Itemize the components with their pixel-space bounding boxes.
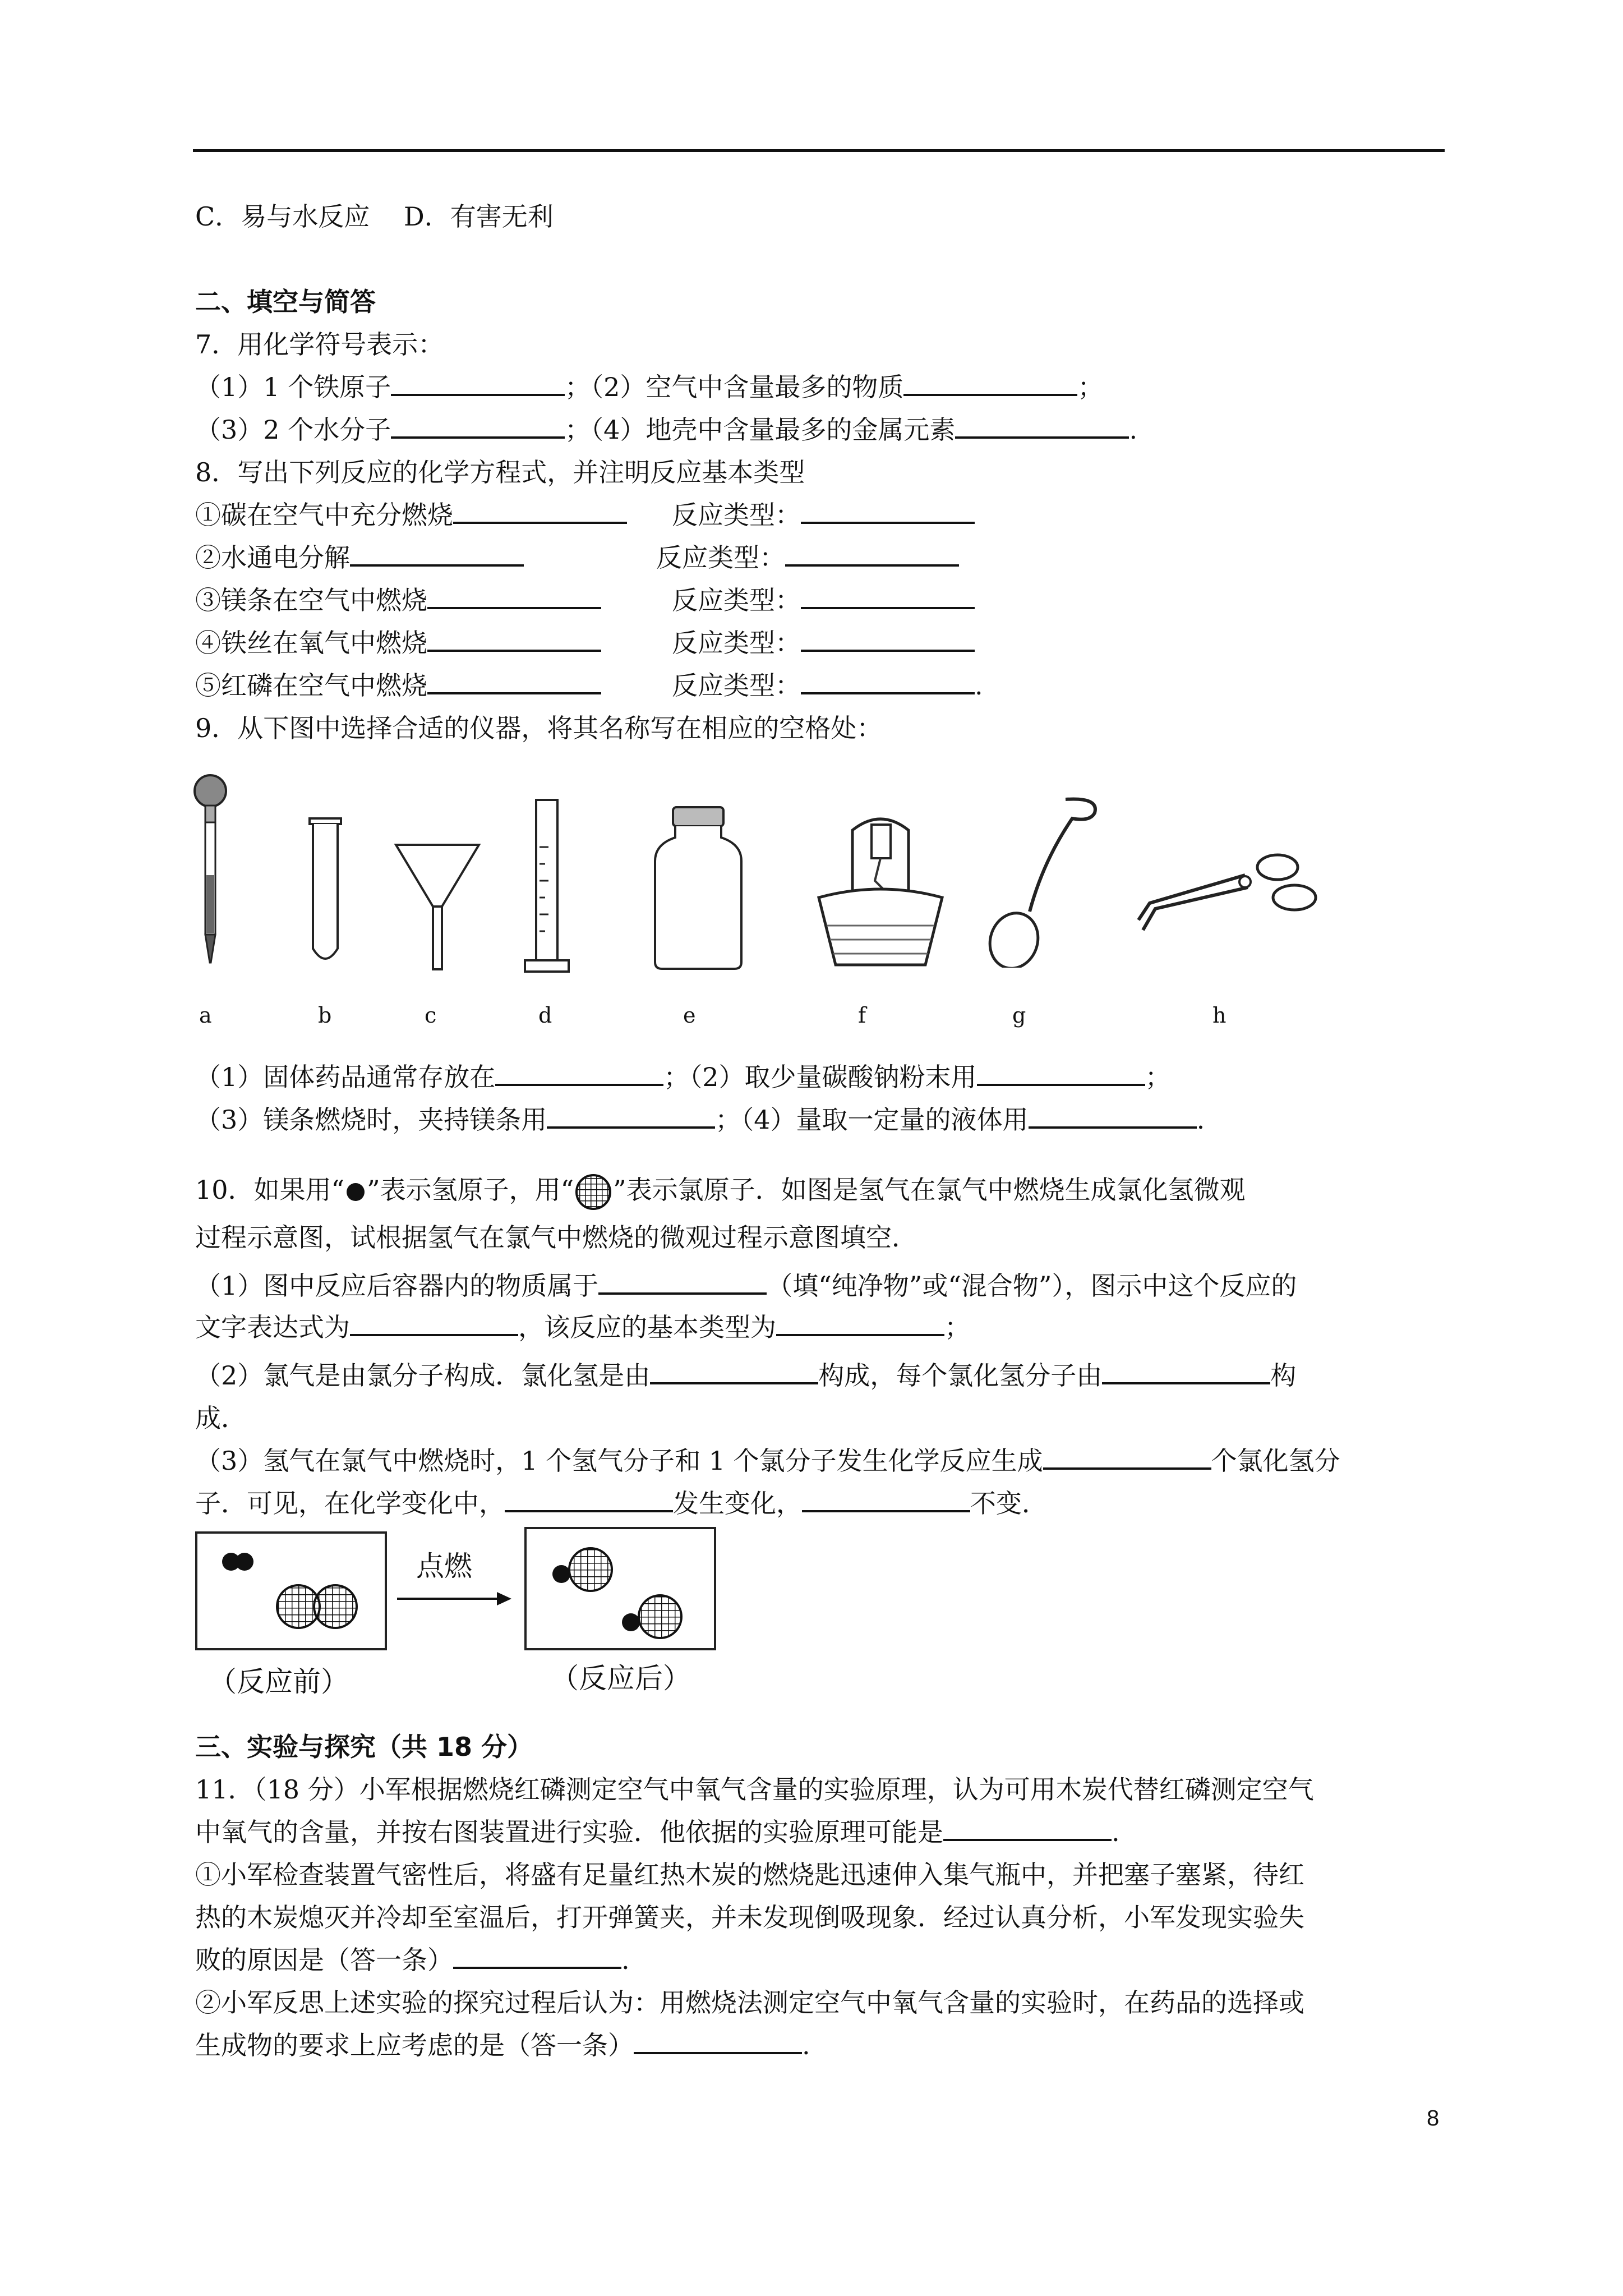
q11-line5: 败的原因是（答一条） . bbox=[195, 1945, 630, 1975]
chlorine-atom bbox=[639, 1595, 681, 1638]
q9-line2: （3）镁条燃烧时，夹持镁条用 ；（4）量取一定量的液体用 . bbox=[195, 1105, 1205, 1135]
q7-line1: （1）1 个铁原子 ；（2）空气中含量最多的物质 ； bbox=[195, 372, 1104, 402]
answer-blank[interactable] bbox=[776, 1312, 944, 1336]
before-reaction-box bbox=[195, 1531, 387, 1650]
spoon-spatula-icon bbox=[976, 794, 1105, 968]
type-blank[interactable] bbox=[801, 585, 975, 609]
q11-line4: 热的木炭熄灭并冷却至室温后，打开弹簧夹，并未发现倒吸现象．经过认真分析，小军发现实验失 bbox=[195, 1902, 1304, 1932]
q8-row-5: ⑤红磷在空气中燃烧 反应类型： . bbox=[195, 670, 983, 701]
q9-line1: （1）固体药品通常存放在 ；（2）取少量碳酸钠粉末用 ； bbox=[195, 1062, 1171, 1092]
q10-line6: 成． bbox=[195, 1403, 247, 1433]
q6-options-cd: C．易与水反应 D．有害无利 bbox=[195, 201, 554, 232]
equation-blank[interactable] bbox=[427, 585, 601, 609]
q8-stem: 8．写出下列反应的化学方程式，并注明反应基本类型 bbox=[195, 457, 805, 487]
q11-line2: 中氧气的含量，并按右图装置进行实验．他依据的实验原理可能是 . bbox=[195, 1817, 1120, 1847]
q8-row-1: ①碳在空气中充分燃烧 反应类型： bbox=[195, 498, 627, 532]
q7-line2: （3）2 个水分子 ；（4）地壳中含量最多的金属元素 . bbox=[195, 415, 1138, 445]
dropper-icon bbox=[185, 769, 236, 970]
test-tube-icon bbox=[303, 816, 348, 973]
answer-blank[interactable] bbox=[350, 1312, 518, 1336]
reaction-arrow-icon bbox=[393, 1588, 516, 1610]
type-blank[interactable] bbox=[801, 499, 975, 524]
graduated-cylinder-icon bbox=[522, 797, 572, 976]
instrument-label-h: h bbox=[1212, 1003, 1227, 1028]
gas-collection-apparatus-icon bbox=[813, 797, 948, 976]
section2-title: 二、填空与简答 bbox=[195, 287, 376, 317]
instrument-label-e: e bbox=[683, 1003, 696, 1028]
equation-blank[interactable] bbox=[350, 542, 524, 567]
answer-blank[interactable] bbox=[505, 1488, 673, 1512]
chlorine-atom bbox=[314, 1585, 357, 1628]
q8-row-2: ②水通电分解 反应类型： bbox=[195, 541, 524, 574]
wide-mouth-bottle-icon bbox=[651, 805, 746, 973]
q10-line4: 文字表达式为 ，该反应的基本类型为 ； bbox=[195, 1312, 970, 1342]
before-caption: （反应前） bbox=[209, 1665, 349, 1698]
q10-line7: （3）氢气在氯气中燃烧时，1 个氢气分子和 1 个氯分子发生化学反应生成 个氯化氢分 bbox=[195, 1446, 1340, 1476]
section3-title: 三、实验与探究（共 18 分） bbox=[195, 1732, 533, 1762]
q11-line6: ②小军反思上述实验的探究过程后认为：用燃烧法测定空气中氧气含量的实验时，在药品的选择或 bbox=[195, 1987, 1304, 2018]
before-reaction-molecules bbox=[197, 1534, 385, 1648]
q11-line7: 生成物的要求上应考虑的是（答一条） . bbox=[195, 2030, 810, 2060]
hydrogen-atom bbox=[622, 1613, 640, 1631]
q11-line1: 11．（18 分）小军根据燃烧红磷测定空气中氧气含量的实验原理，认为可用木炭代替红磷测定空气 bbox=[195, 1774, 1314, 1805]
q7-stem: 7．用化学符号表示： bbox=[195, 329, 444, 360]
answer-blank[interactable] bbox=[802, 1488, 970, 1512]
answer-blank[interactable] bbox=[391, 414, 565, 439]
hydrogen-atom bbox=[552, 1565, 570, 1583]
answer-blank[interactable] bbox=[495, 1061, 663, 1086]
hydrogen-atom bbox=[236, 1553, 253, 1571]
q11-line3: ①小军检查装置气密性后，将盛有足量红热木炭的燃烧匙迅速伸入集气瓶中，并把塞子塞紧，待红 bbox=[195, 1860, 1304, 1890]
answer-blank[interactable] bbox=[547, 1104, 715, 1129]
answer-blank[interactable] bbox=[1043, 1445, 1211, 1470]
ignite-label: 点燃 bbox=[416, 1550, 472, 1582]
answer-blank[interactable] bbox=[634, 2030, 802, 2054]
q10-line8: 子．可见，在化学变化中， 发生变化， 不变． bbox=[195, 1488, 1048, 1519]
after-reaction-box bbox=[524, 1527, 716, 1650]
after-reaction-molecules bbox=[527, 1529, 714, 1648]
answer-blank[interactable] bbox=[650, 1360, 818, 1384]
crucible-tongs-icon bbox=[1133, 836, 1324, 937]
q8-row-4: ④铁丝在氧气中燃烧 反应类型： bbox=[195, 626, 601, 660]
answer-blank[interactable] bbox=[598, 1270, 767, 1295]
q10-line5: （2）氯气是由氯分子构成．氯化氢是由 构成，每个氯化氢分子由 构 bbox=[195, 1360, 1297, 1391]
equation-blank[interactable] bbox=[427, 670, 601, 694]
instrument-label-g: g bbox=[1012, 1003, 1026, 1028]
q10-line2: 过程示意图，试根据氢气在氯气中燃烧的微观过程示意图填空． bbox=[195, 1222, 917, 1253]
instrument-label-d: d bbox=[538, 1003, 552, 1028]
equation-blank[interactable] bbox=[427, 627, 601, 652]
answer-blank[interactable] bbox=[977, 1061, 1145, 1086]
type-blank[interactable] bbox=[785, 542, 959, 567]
answer-blank[interactable] bbox=[1102, 1360, 1270, 1384]
answer-blank[interactable] bbox=[1029, 1104, 1197, 1129]
after-caption: （反应后） bbox=[551, 1662, 691, 1695]
answer-blank[interactable] bbox=[391, 371, 565, 396]
q8-row-3: ③镁条在空气中燃烧 反应类型： bbox=[195, 583, 601, 617]
type-blank[interactable] bbox=[801, 670, 975, 694]
q9-stem: 9．从下图中选择合适的仪器，将其名称写在相应的空格处： bbox=[195, 713, 883, 743]
funnel-icon bbox=[393, 841, 482, 976]
answer-blank[interactable] bbox=[943, 1816, 1112, 1841]
page-number: 8 bbox=[1427, 2106, 1440, 2131]
equation-blank[interactable] bbox=[453, 499, 627, 524]
hydrogen-atom-icon bbox=[344, 1181, 367, 1203]
instrument-label-f: f bbox=[858, 1003, 866, 1028]
instrument-label-b: b bbox=[318, 1003, 332, 1028]
q10-line3: （1）图中反应后容器内的物质属于 （填“纯净物”或“混合物”），图示中这个反应的 bbox=[195, 1271, 1297, 1301]
instrument-label-c: c bbox=[425, 1003, 437, 1028]
answer-blank[interactable] bbox=[453, 1944, 621, 1969]
answer-blank[interactable] bbox=[955, 414, 1129, 439]
q10-line1: 10．如果用“ ”表示氢原子，用“ ”表示氯原子．如图是氢气在氯气中燃烧生成氯化氢微观 bbox=[195, 1172, 1246, 1212]
instrument-label-a: a bbox=[199, 1003, 212, 1028]
type-blank[interactable] bbox=[801, 627, 975, 652]
chlorine-atom bbox=[569, 1548, 612, 1591]
answer-blank[interactable] bbox=[903, 371, 1077, 396]
chlorine-atom-icon bbox=[574, 1172, 613, 1212]
header-rule bbox=[193, 149, 1445, 152]
